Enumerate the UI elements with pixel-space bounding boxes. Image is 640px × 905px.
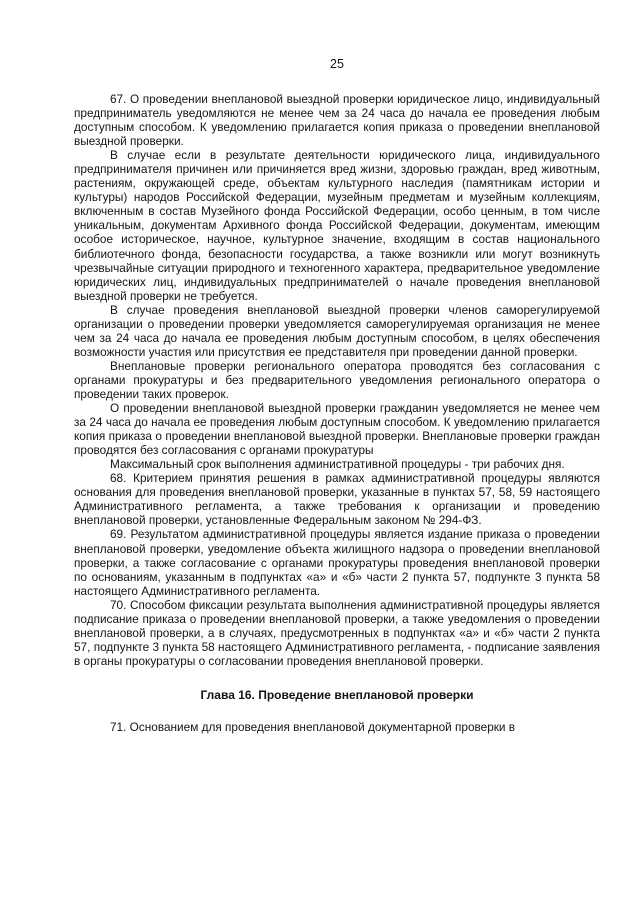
paragraph-67: 67. О проведении внеплановой выездной проверки юридическое лицо, индивидуальный предприниматель уведомляются не менее чем за 24 часа до начала ее проведения любым доступным способом. К уведомлению прилагается копия приказа о проведении внеплановой выездной проверки. xyxy=(74,92,600,149)
paragraph-harm-exception: В случае если в результате деятельности юридического лица, индивидуального предпринимателя причинен или причиняется вред жизни, здоровью граждан, вред животным, растениям, окружающей среде, объектам культурного наследия (памятникам истории и культуры) народов Российской Федерации, музейным предметам и музейным коллекциям, включенным в состав Музейного фонда Российской Федерации, особо ценным, в том числе уникальным, документам Архивного фонда Российской Федерации, документам, имеющим особое историческое, научное, культурное значение, входящим в состав национального библиотечного фонда, безопасности государства, а также возникли или могут возникнуть чрезвычайные ситуации природного и техногенного характера, предварительное уведомление юридических лиц, индивидуальных предпринимателей о начале проведения внеплановой выездной проверки не требуется. xyxy=(74,148,600,303)
paragraph-max-term: Максимальный срок выполнения административной процедуры - три рабочих дня. xyxy=(110,457,565,472)
paragraph-self-regulatory: В случае проведения внеплановой выездной проверки членов саморегулируемой организации о проведении проверки уведомляется саморегулируемая организация не менее чем за 24 часа до начала ее проведения любым доступным способом, в целях обеспечения возможности участия или присутствия ее представителя при проведении данной проверки. xyxy=(74,302,600,359)
paragraph-71: 71. Основанием для проведения внеплановой документарной проверки в xyxy=(110,719,516,734)
chapter-heading: Глава 16. Проведение внеплановой проверки xyxy=(200,687,474,702)
paragraph-citizen-notice: О проведении внеплановой выездной проверки гражданин уведомляется не менее чем за 24 часа до начала ее проведения любым доступным способом. К уведомлению прилагается копия приказа о проведении внеплановой выездной проверки. Внеплановые проверки граждан проводятся без согласования с органами прокуратуры xyxy=(74,401,600,458)
document-body xyxy=(74,92,600,734)
paragraph-regional-operator: Внеплановые проверки регионального оператора проводятся без согласования с органами прокуратуры и без предварительного уведомления регионального оператора о проведении таких проверок. xyxy=(74,358,600,401)
paragraph-70: 70. Способом фиксации результата выполнения административной процедуры является подписание приказа о проведении внеплановой проверки, а также уведомления о проведении внеплановой проверки, а в случаях, предусмотренных в подпунктах «а» и «б» части 2 пункта 57, подпункте 3 пункта 58 настоящего Административного регламента, - подписание заявления в органы прокуратуры о согласовании проведения внеплановой проверки. xyxy=(74,597,600,668)
paragraph-69: 69. Результатом административной процедуры является издание приказа о проведении внеплановой проверки, уведомление объекта жилищного надзора о проведении внеплановой проверки, а также согласование с органами прокуратуры проведения внеплановой проверки по основаниям, указанным в подпунктах «а» и «б» части 2 пункта 57, подпункте 3 пункта 58 настоящего Административного регламента. xyxy=(74,527,600,598)
page-number: 25 xyxy=(330,57,344,71)
paragraph-68: 68. Критерием принятия решения в рамках административной процедуры являются основания для проведения внеплановой проверки, указанные в пунктах 57, 58, 59 настоящего Административного регламента, а также требования к организации и проведению внеплановой проверки, установленные Федеральным законом № 294-ФЗ. xyxy=(74,471,600,528)
